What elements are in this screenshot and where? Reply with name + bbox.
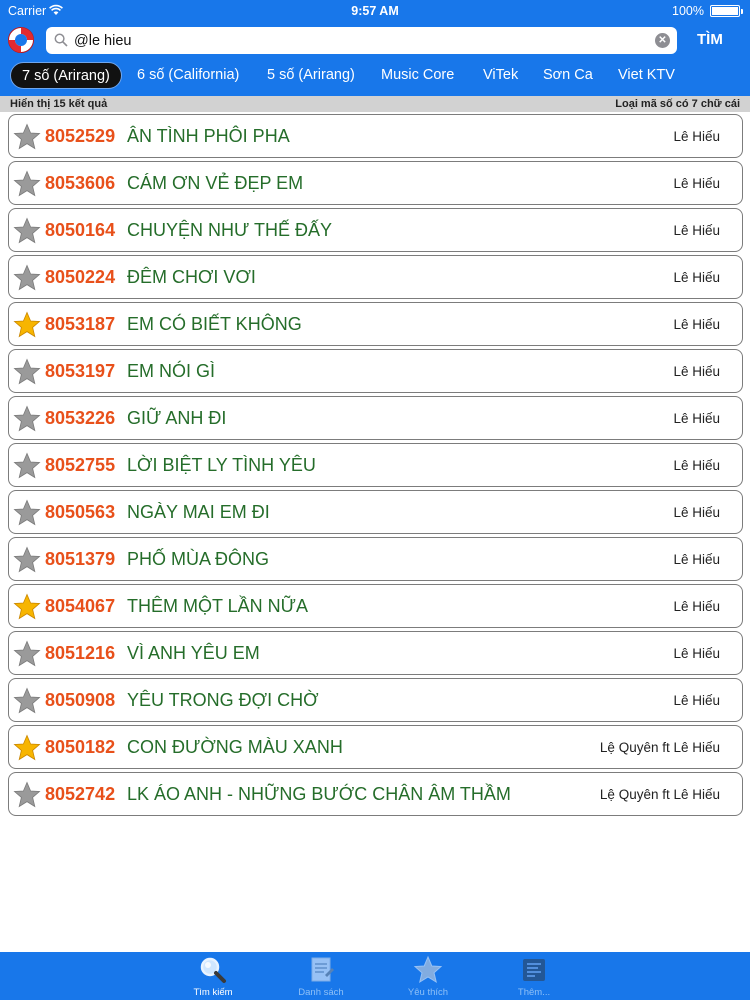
song-artist: Lê Hiếu: [673, 552, 720, 567]
song-artist: Lê Hiếu: [673, 505, 720, 520]
song-code: 8053197: [45, 361, 116, 381]
battery-icon: [710, 5, 740, 17]
song-artist: Lê Hiếu: [673, 129, 720, 144]
song-title: PHỐ MÙA ĐÔNG: [127, 549, 270, 569]
status-battery-percent: 100%: [672, 4, 704, 18]
tab-viet-ktv[interactable]: Viet KTV: [618, 67, 675, 83]
song-code: 8051379: [45, 549, 116, 569]
song-title: THÊM MỘT LẦN NỮA: [127, 596, 309, 616]
song-artist: Lê Hiếu: [673, 176, 720, 191]
song-title: VÌ ANH YÊU EM: [127, 643, 260, 663]
song-artist: Lê Hiếu: [673, 458, 720, 473]
song-code: 8053606: [45, 173, 116, 193]
bottom-tab-bar: [0, 952, 750, 1000]
bottom-tab-list-label: Danh sách: [298, 987, 344, 998]
song-title: ĐÊM CHƠI VƠI: [127, 267, 256, 287]
more-icon: [518, 955, 550, 985]
song-title: NGÀY MAI EM ĐI: [127, 502, 270, 522]
song-code: 8052529: [45, 126, 116, 146]
song-artist: Lê Hiếu: [673, 223, 720, 238]
result-row[interactable]: [8, 490, 743, 534]
song-title: CÁM ƠN VẺ ĐẸP EM: [127, 173, 304, 193]
song-code: 8053226: [45, 408, 116, 428]
tab-5-so-arirang[interactable]: 5 số (Arirang): [267, 67, 355, 83]
song-artist: Lệ Quyên ft Lê Hiếu: [599, 740, 720, 755]
top-bar: [0, 0, 750, 96]
song-code: 8054067: [45, 596, 116, 616]
result-row[interactable]: [8, 443, 743, 487]
results-info-bar: [0, 96, 750, 112]
favorite-star-icon[interactable]: [13, 687, 41, 715]
result-row[interactable]: [8, 161, 743, 205]
favorite-star-icon[interactable]: [13, 170, 41, 198]
song-code: 8050182: [45, 737, 116, 757]
song-artist: Lê Hiếu: [673, 317, 720, 332]
favorite-star-filled-icon[interactable]: [13, 593, 41, 621]
results-count: Hiển thị 15 kết quả: [10, 98, 108, 110]
status-time: 9:57 AM: [351, 4, 399, 18]
favorite-star-filled-icon[interactable]: [13, 311, 41, 339]
song-code: 8052755: [45, 455, 116, 475]
search-input[interactable]: [74, 27, 654, 54]
tab-music-core[interactable]: Music Core: [381, 67, 455, 83]
favorite-star-icon[interactable]: [13, 546, 41, 574]
result-row[interactable]: [8, 678, 743, 722]
song-artist: Lê Hiếu: [673, 364, 720, 379]
result-row[interactable]: [8, 349, 743, 393]
bottom-tab-favorites[interactable]: [388, 952, 468, 1000]
result-row[interactable]: [8, 631, 743, 675]
bottom-tab-search[interactable]: [173, 952, 253, 1000]
song-title: CHUYỆN NHƯ THẾ ĐẤY: [127, 220, 333, 240]
favorite-star-filled-icon[interactable]: [13, 734, 41, 762]
star-icon: [412, 955, 444, 985]
search-icon: [54, 33, 68, 47]
favorite-star-icon[interactable]: [13, 499, 41, 527]
code-type-label: Loại mã số có 7 chữ cái: [615, 98, 740, 110]
song-title: YÊU TRONG ĐỢI CHỜ: [127, 690, 319, 710]
song-code: 8050224: [45, 267, 116, 287]
search-button[interactable]: TÌM: [697, 31, 723, 48]
favorite-star-icon[interactable]: [13, 405, 41, 433]
song-title: ÂN TÌNH PHÔI PHA: [127, 126, 290, 146]
favorite-star-icon[interactable]: [13, 640, 41, 668]
song-code: 8052742: [45, 784, 116, 804]
song-title: EM NÓI GÌ: [127, 361, 216, 381]
status-bar: [0, 0, 750, 22]
song-artist: Lê Hiếu: [673, 693, 720, 708]
magnifier-icon: [197, 955, 229, 985]
song-code: 8053187: [45, 314, 116, 334]
result-row[interactable]: [8, 114, 743, 158]
song-artist: Lê Hiếu: [673, 646, 720, 661]
favorite-star-icon[interactable]: [13, 358, 41, 386]
tab-7-so-arirang[interactable]: 7 số (Arirang): [10, 62, 122, 89]
bottom-tab-search-label: Tìm kiếm: [193, 987, 233, 998]
clear-search-icon[interactable]: ✕: [655, 33, 670, 48]
song-artist: Lê Hiếu: [673, 411, 720, 426]
result-row[interactable]: [8, 208, 743, 252]
bottom-tab-more[interactable]: [494, 952, 574, 1000]
song-artist: Lê Hiếu: [673, 599, 720, 614]
favorite-star-icon[interactable]: [13, 123, 41, 151]
tab-vitek[interactable]: ViTek: [483, 67, 519, 83]
song-title: LỜI BIỆT LY TÌNH YÊU: [127, 455, 316, 475]
favorite-star-icon[interactable]: [13, 781, 41, 809]
bottom-tab-list[interactable]: [281, 952, 361, 1000]
favorite-star-icon[interactable]: [13, 217, 41, 245]
song-code: 8051216: [45, 643, 116, 663]
favorite-star-icon[interactable]: [13, 264, 41, 292]
song-title: EM CÓ BIẾT KHÔNG: [127, 314, 302, 334]
song-artist: Lê Hiếu: [673, 270, 720, 285]
results-list: [8, 114, 743, 819]
result-row[interactable]: [8, 772, 743, 816]
song-title: LK ÁO ANH - NHỮNG BƯỚC CHÂN ÂM THẦM: [127, 784, 511, 804]
tab-6-so-california[interactable]: 6 số (California): [137, 67, 240, 83]
bottom-tab-favorites-label: Yêu thích: [407, 987, 449, 998]
list-document-icon: [305, 955, 337, 985]
result-row[interactable]: [8, 302, 743, 346]
favorite-star-icon[interactable]: [13, 452, 41, 480]
lifebuoy-icon[interactable]: [7, 26, 35, 54]
song-code: 8050164: [45, 220, 116, 240]
result-row[interactable]: [8, 255, 743, 299]
song-code: 8050563: [45, 502, 116, 522]
result-row[interactable]: [8, 725, 743, 769]
tab-son-ca[interactable]: Sơn Ca: [543, 67, 593, 83]
song-title: GIỮ ANH ĐI: [127, 408, 227, 428]
song-code: 8050908: [45, 690, 116, 710]
status-carrier: Carrier: [8, 4, 47, 18]
result-row[interactable]: [8, 396, 743, 440]
result-row[interactable]: [8, 537, 743, 581]
bottom-tab-more-label: Thêm...: [517, 987, 551, 998]
result-row[interactable]: [8, 584, 743, 628]
search-box: [46, 27, 677, 54]
song-title: CON ĐƯỜNG MÀU XANH: [127, 737, 343, 757]
song-artist: Lệ Quyên ft Lê Hiếu: [599, 787, 720, 802]
